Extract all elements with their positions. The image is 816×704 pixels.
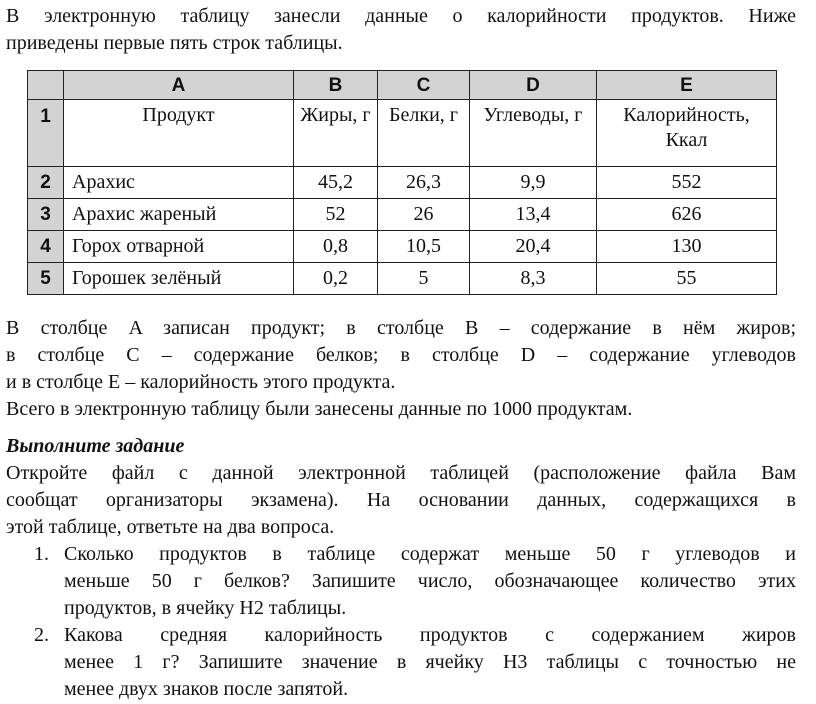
header-cell-carbs: Углеводы, г (470, 100, 597, 167)
table-row (28, 231, 777, 263)
corner-cell (28, 71, 64, 100)
cell-fats: 52 (294, 199, 378, 231)
question-line: Сколько продуктов в таблице содержат меньше 50 г углеводов и (64, 543, 796, 565)
row-number: 4 (28, 231, 64, 263)
header-cell-fats: Жиры, г (294, 100, 378, 167)
row-number: 2 (28, 167, 64, 199)
cell-calories: 626 (597, 199, 777, 231)
cell-product: Горох отварной (64, 231, 294, 263)
row-number: 5 (28, 263, 64, 295)
question-item (6, 541, 796, 622)
column-header-d: D (470, 71, 597, 100)
intro-line: В электронную таблицу занесли данные о калорийности продуктов. Ниже (6, 5, 796, 27)
column-header-e: E (597, 71, 777, 100)
task-intro-line: Откройте файл с данной электронной таблицей (расположение файла Вам (6, 462, 796, 484)
question-line: менее двух знаков после запятой. (64, 678, 349, 700)
cell-product: Арахис (64, 167, 294, 199)
cell-carbs: 13,4 (470, 199, 597, 231)
description-line: Всего в электронную таблицу были занесены данные по 1000 продуктам. (6, 398, 633, 420)
question-number: 2. (34, 624, 49, 646)
cell-proteins: 26 (378, 199, 470, 231)
header-cell-proteins: Белки, г (378, 100, 470, 167)
question-line: Какова средняя калорийность продуктов с содержанием жиров (64, 624, 796, 646)
row-number: 1 (28, 100, 64, 167)
cell-fats: 0,8 (294, 231, 378, 263)
description-line: и в столбце E – калорийность этого продукта. (6, 371, 396, 393)
column-header-c: C (378, 71, 470, 100)
header-calories-line1: Калорийность, (623, 104, 750, 126)
column-header-a: A (64, 71, 294, 100)
cell-carbs: 20,4 (470, 231, 597, 263)
cell-product: Горошек зелёный (64, 263, 294, 295)
description-line: в столбце C – содержание белков; в столбце D – содержание углеводов (6, 344, 796, 366)
cell-calories: 552 (597, 167, 777, 199)
cell-proteins: 5 (378, 263, 470, 295)
table-row (28, 199, 777, 231)
header-cell-product: Продукт (64, 100, 294, 167)
cell-carbs: 9,9 (470, 167, 597, 199)
table-row (28, 263, 777, 295)
description-paragraph (6, 315, 796, 423)
cell-proteins: 10,5 (378, 231, 470, 263)
question-list (6, 541, 796, 703)
task-intro-line: этой таблице, ответьте на два вопроса. (6, 516, 335, 538)
task-section (6, 433, 796, 703)
column-header-b: B (294, 71, 378, 100)
cell-proteins: 26,3 (378, 167, 470, 199)
question-item (6, 622, 796, 703)
question-line: менее 1 г? Запишите значение в ячейку H3 таблицы с точностью не (64, 651, 796, 673)
cell-fats: 0,2 (294, 263, 378, 295)
question-line: меньше 50 г белков? Запишите число, обозначающее количество этих (64, 570, 796, 592)
question-number: 1. (34, 543, 49, 565)
description-line: В столбце A записан продукт; в столбце B – содержание в нём жиров; (6, 317, 796, 339)
header-cell-calories (597, 100, 777, 167)
question-line: продуктов, в ячейку H2 таблицы. (64, 597, 347, 619)
intro-paragraph (6, 3, 796, 57)
spreadsheet-table (27, 70, 777, 295)
table-row (28, 167, 777, 199)
row-number: 3 (28, 199, 64, 231)
task-intro-line: сообщат организаторы экзамена). На основании данных, содержащихся в (6, 489, 796, 511)
column-header-row (28, 71, 777, 100)
intro-line: приведены первые пять строк таблицы. (6, 32, 343, 54)
cell-calories: 130 (597, 231, 777, 263)
cell-fats: 45,2 (294, 167, 378, 199)
header-calories-line2: Ккал (665, 129, 708, 151)
table-header-row (28, 100, 777, 167)
task-title: Выполните задание (6, 435, 185, 457)
cell-product: Арахис жареный (64, 199, 294, 231)
cell-calories: 55 (597, 263, 777, 295)
cell-carbs: 8,3 (470, 263, 597, 295)
